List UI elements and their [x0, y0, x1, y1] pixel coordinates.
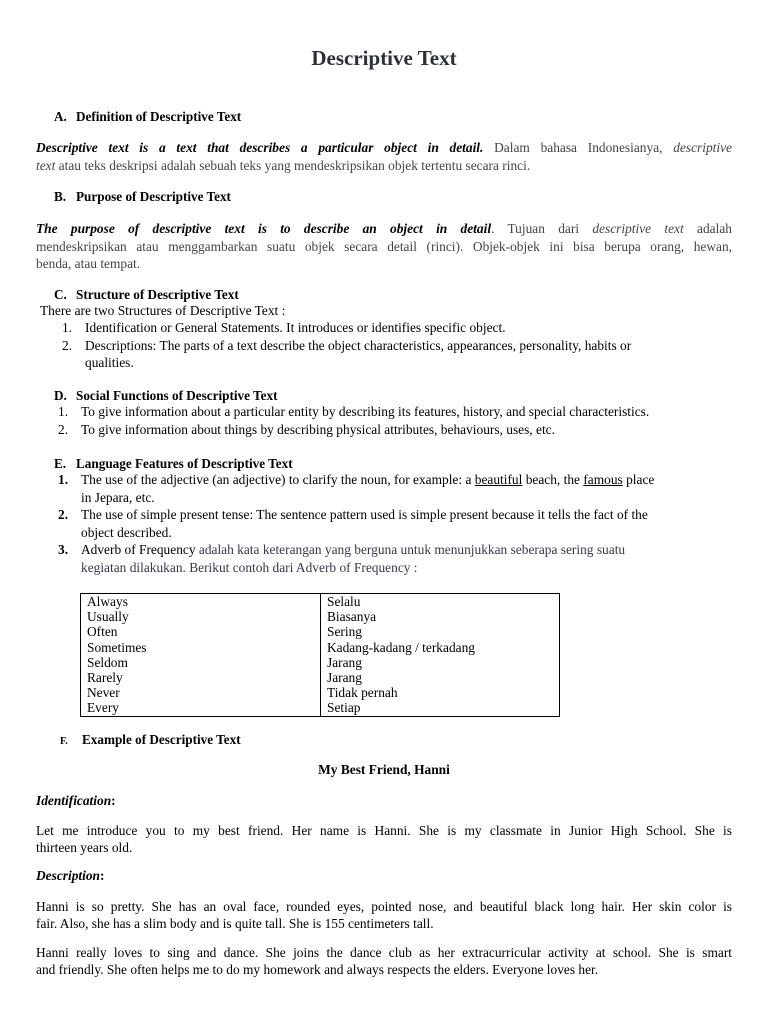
list-text [81, 471, 730, 489]
label-colon: : [99, 868, 105, 883]
purpose-line-1 [36, 220, 732, 238]
example-title: My Best Friend, Hanni [318, 762, 450, 777]
table-row [81, 655, 560, 670]
purpose-bold: The purpose of descriptive text is to describe an object in detail [36, 221, 492, 236]
description-paragraph-1 [36, 898, 732, 932]
frequency-indonesian-cell: Kadang-kadang / terkadang [327, 639, 475, 655]
table-row [81, 594, 560, 610]
section-f-heading [60, 732, 241, 748]
definition-text: Dalam bahasa Indonesianya, [483, 140, 674, 155]
structure-list [62, 319, 712, 372]
section-title: Purpose of Descriptive Text [76, 189, 231, 204]
list-text: To give information about things by describing physical attributes, behaviours, uses, etc. [81, 421, 555, 437]
definition-italic: text [36, 157, 56, 173]
section-a-heading [54, 109, 241, 125]
social-list [58, 403, 738, 438]
language-list [58, 471, 730, 576]
section-d-heading [54, 388, 277, 404]
frequency-indonesian-cell: Setiap [327, 700, 361, 716]
purpose-text: . Tujuan dari [491, 221, 593, 236]
text: beach, the [522, 472, 584, 487]
section-letter: F. [60, 736, 68, 747]
label-text: Description [36, 868, 100, 883]
frequency-indonesian-cell: Selalu [327, 594, 361, 609]
text: Adverb of Frequency [81, 542, 196, 557]
structure-intro: There are two Structures of Descriptive Text : [40, 303, 286, 318]
list-text: Identification or General Statements. It introduces or identifies specific object. [85, 320, 506, 335]
label-text: Identification [36, 793, 112, 808]
section-c-heading [54, 287, 239, 303]
list-item [58, 403, 738, 421]
section-letter: E. [54, 456, 67, 471]
list-item [58, 506, 730, 541]
section-title: Social Functions of Descriptive Text [76, 388, 278, 403]
purpose-line-3: benda, atau tempat. [36, 256, 141, 271]
section-title: Structure of Descriptive Text [76, 287, 239, 302]
definition-line-1 [36, 139, 732, 157]
definition-text: atau teks deskripsi adalah sebuah teks yang mendeskripsikan objek tertentu secara rinci. [55, 157, 531, 173]
list-text [81, 541, 730, 559]
table-row [81, 670, 560, 685]
section-b-heading [54, 189, 231, 205]
list-item [58, 541, 730, 576]
frequency-english-cell: Sometimes [81, 640, 321, 655]
list-text: object described. [81, 524, 172, 540]
list-item [58, 421, 738, 439]
list-number: 2. [58, 507, 69, 522]
frequency-english-cell: Always [81, 594, 321, 610]
table-row [81, 700, 560, 716]
section-e-heading [54, 456, 293, 472]
purpose-paragraph [36, 220, 732, 273]
list-number: 1. [58, 472, 69, 487]
label-colon: : [111, 793, 116, 808]
list-text: To give information about a particular entity by describing its features, history, and special characteristics. [81, 404, 650, 419]
table-row [81, 609, 560, 624]
text: place [622, 472, 655, 487]
paragraph-line: Let me introduce you to my best friend. Her name is Hanni. She is my classmate in Junior High School. She is [36, 823, 732, 838]
frequency-english-cell: Rarely [81, 670, 321, 685]
list-number: 3. [58, 542, 69, 557]
example-adjective: famous [583, 472, 623, 487]
identification-paragraph [36, 822, 732, 856]
table-row [81, 624, 560, 639]
frequency-indonesian-cell: Jarang [327, 670, 362, 686]
section-letter: A. [54, 109, 67, 124]
section-letter: B. [54, 189, 67, 204]
section-title: Definition of Descriptive Text [76, 109, 242, 124]
paragraph-line: and friendly. She often helps me to do my homework and always respects the elders. Everyone loves her. [36, 962, 599, 977]
frequency-indonesian-cell: Sering [327, 624, 362, 640]
list-number: 1. [62, 320, 73, 335]
frequency-english-cell: Never [81, 685, 321, 700]
frequency-indonesian-cell: Tidak pernah [327, 685, 398, 701]
section-letter: C. [54, 287, 67, 302]
paragraph-line: thirteen years old. [36, 840, 133, 855]
frequency-english-cell: Usually [81, 609, 321, 624]
frequency-table-body [81, 594, 560, 717]
frequency-english-cell: Every [81, 700, 321, 716]
text: adalah kata keterangan yang berguna untuk menunjukkan seberapa sering suatu [195, 542, 626, 557]
list-text: Descriptions: The parts of a text describe the object characteristics, appearances, personality, habits or [85, 337, 632, 353]
frequency-table [80, 593, 560, 717]
definition-bold: Descriptive text is a text that describes a particular object in detail. [36, 140, 484, 155]
frequency-english-cell: Often [81, 624, 321, 639]
frequency-english-cell: Seldom [81, 655, 321, 670]
definition-line-2 [36, 157, 732, 175]
description-paragraph-2 [36, 944, 732, 978]
table-row [81, 685, 560, 700]
list-text: kegiatan dilakukan. Berikut contoh dari Adverb of Frequency : [81, 559, 418, 575]
list-text: in Jepara, etc. [81, 489, 155, 505]
list-item [58, 471, 730, 506]
list-item [62, 319, 712, 337]
purpose-text: adalah [683, 221, 732, 236]
frequency-indonesian-cell: Jarang [327, 654, 362, 670]
table-row [81, 640, 560, 655]
list-number: 2. [58, 421, 69, 437]
text: The use of the adjective (an adjective) to clarify the noun, for example: a [81, 472, 475, 487]
description-label [36, 868, 104, 884]
example-adjective: beautiful [474, 472, 523, 487]
identification-label [36, 793, 116, 809]
paragraph-line: Hanni really loves to sing and dance. She joins the dance club as her extracurricular activity at school. She is smart [36, 945, 732, 960]
purpose-italic: descriptive text [592, 221, 684, 236]
section-title: Language Features of Descriptive Text [76, 456, 293, 471]
definition-italic: descriptive [673, 140, 732, 155]
list-number: 2. [62, 337, 73, 353]
paragraph-line: Hanni is so pretty. She has an oval face, rounded eyes, pointed nose, and beautiful black long hair. Her skin color is [36, 899, 732, 914]
list-text: qualities. [85, 355, 134, 370]
frequency-indonesian-cell: Biasanya [327, 609, 377, 625]
section-letter: D. [54, 388, 67, 403]
list-item [62, 337, 712, 372]
page-title: Descriptive Text [311, 46, 457, 70]
purpose-line-2: mendeskripsikan atau menggambarkan suatu objek secara detail (rinci). Objek-objek ini bisa berupa orang, hewan, [36, 238, 732, 254]
section-title: Example of Descriptive Text [82, 732, 241, 747]
definition-paragraph [36, 139, 732, 174]
list-text: The use of simple present tense: The sentence pattern used is simple present because it tells the fact of the [81, 507, 648, 522]
list-number: 1. [58, 404, 69, 419]
paragraph-line: fair. Also, she has a slim body and is quite tall. She is 155 centimeters tall. [36, 916, 434, 931]
